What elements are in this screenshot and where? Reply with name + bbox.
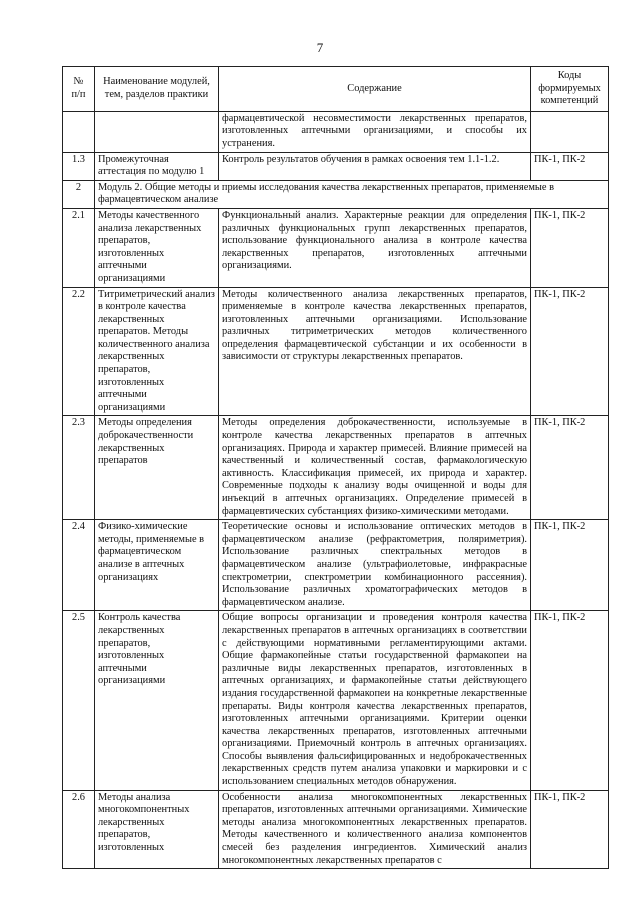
header-num: № п/п xyxy=(63,67,95,112)
row-content: Особенности анализа многокомпонентных лекарственных препаратов, изготовленных аптечными организациями. Химические методы анализа многокомпонентных лекарственных препаратов. Методы качественного и количественного анализа компонентов смесей без разделения ингредиентов. Химический анализ многокомпонентных лекарственных препаратов с xyxy=(219,790,531,869)
row-content: Контроль результатов обучения в рамках освоения тем 1.1-1.2. xyxy=(219,152,531,180)
row-num: 2.4 xyxy=(63,520,95,611)
table-row xyxy=(63,611,609,790)
table-row xyxy=(63,208,609,287)
row-codes: ПК-1, ПК-2 xyxy=(531,416,609,520)
row-name: Титриметрический анализ в контроле качества лекарственных препаратов. Методы количественного анализа лекарственных препаратов, изготовленных аптечными организациями xyxy=(95,287,219,416)
row-num: 2.2 xyxy=(63,287,95,416)
module-row xyxy=(63,180,609,208)
table-row xyxy=(63,790,609,869)
row-name: Физико-химические методы, применяемые в фармацевтическом анализе в аптечных организациях xyxy=(95,520,219,611)
table-header-row xyxy=(63,67,609,112)
header-content: Содержание xyxy=(219,67,531,112)
row-content: фармацевтической несовместимости лекарственных препаратов, изготовленных аптечными организациями, и способы их устранения. xyxy=(219,111,531,152)
table-row xyxy=(63,287,609,416)
row-num: 2.5 xyxy=(63,611,95,790)
table-row xyxy=(63,111,609,152)
curriculum-table xyxy=(62,66,609,869)
row-codes: ПК-1, ПК-2 xyxy=(531,287,609,416)
row-codes: ПК-1, ПК-2 xyxy=(531,520,609,611)
row-name: Промежуточная аттестация по модулю 1 xyxy=(95,152,219,180)
header-codes: Коды формируемых компетенций xyxy=(531,67,609,112)
row-name: Методы анализа многокомпонентных лекарственных препаратов, изготовленных xyxy=(95,790,219,869)
row-num: 2.1 xyxy=(63,208,95,287)
row-num: 2.3 xyxy=(63,416,95,520)
row-name: Контроль качества лекарственных препаратов, изготовленных аптечными организациями xyxy=(95,611,219,790)
page-number: 7 xyxy=(316,40,324,55)
row-content: Функциональный анализ. Характерные реакции для определения различных функциональных групп лекарственных препаратов, использование функционального анализа в контроле качества лекарственных препаратов, изготовленных аптечными организациями. xyxy=(219,208,531,287)
row-name: Методы качественного анализа лекарственных препаратов, изготовленных аптечными организациями xyxy=(95,208,219,287)
row-codes xyxy=(531,111,609,152)
row-num: 2.6 xyxy=(63,790,95,869)
table-row xyxy=(63,152,609,180)
row-codes: ПК-1, ПК-2 xyxy=(531,152,609,180)
row-name: Методы определения доброкачественности лекарственных препаратов xyxy=(95,416,219,520)
row-codes: ПК-1, ПК-2 xyxy=(531,790,609,869)
module-num: 2 xyxy=(63,180,95,208)
row-num: 1.3 xyxy=(63,152,95,180)
table-row xyxy=(63,416,609,520)
module-title: Модуль 2. Общие методы и приемы исследования качества лекарственных препаратов, применяемые в фармацевтическом анализе xyxy=(95,180,609,208)
row-name xyxy=(95,111,219,152)
row-content: Методы количественного анализа лекарственных препаратов, применяемые в контроле качества лекарственных препаратов, изготовленных аптечными организациями. Использование различных титриметрических методов количественного определения фармацевтической субстанции и их особенности в зависимости от структуры лекарственных препаратов. xyxy=(219,287,531,416)
row-num xyxy=(63,111,95,152)
row-codes: ПК-1, ПК-2 xyxy=(531,208,609,287)
table-row xyxy=(63,520,609,611)
row-content: Теоретические основы и использование оптических методов в фармацевтическом анализе (рефрактометрия, поляриметрия). Использование различных спектральных методов в фармацевтическом анализе (ультрафиолетовые, инфракрасные спектрометрии, спектрометрии комбинационного рассеяния). Использование различных хроматографических методов в фармацевтическом анализе. xyxy=(219,520,531,611)
row-codes: ПК-1, ПК-2 xyxy=(531,611,609,790)
row-content: Общие вопросы организации и проведения контроля качества лекарственных препаратов в аптечных организациях в соответствии с действующими нормативными регламентирующими актами. Общие фармакопейные статьи государственной фармакопеи на различные виды лекарственных препаратов, изготовленных в аптечных организациях, и фармакопейные статьи действующего издания государственной фармакопеи на конкретные лекарственные препараты. Виды контроля качества лекарственных препаратов, изготовленных аптечными организациями. Критерии оценки качества лекарственных препаратов, изготовленных аптечными организациями. Приемочный контроль в аптечных организациях. Способы выявления фальсифицированных и недоброкачественных лекарственных средств путем анализа упаковки и маркировки и с использованием специальных методов обнаружения. xyxy=(219,611,531,790)
row-content: Методы определения доброкачественности, используемые в контроле качества лекарственных препаратов в аптечных организациях. Природа и характер примесей. Влияние примесей на качественный и количественный состав, фармакологическую активность. Классификация примесей, их природа и характер. Современные подходы к анализу воды очищенной и воды для инъекций в аптечных организациях. Определение примесей в фармацевтических субстанциях физико-химическими методами. xyxy=(219,416,531,520)
header-name: Наименование модулей, тем, разделов практики xyxy=(95,67,219,112)
